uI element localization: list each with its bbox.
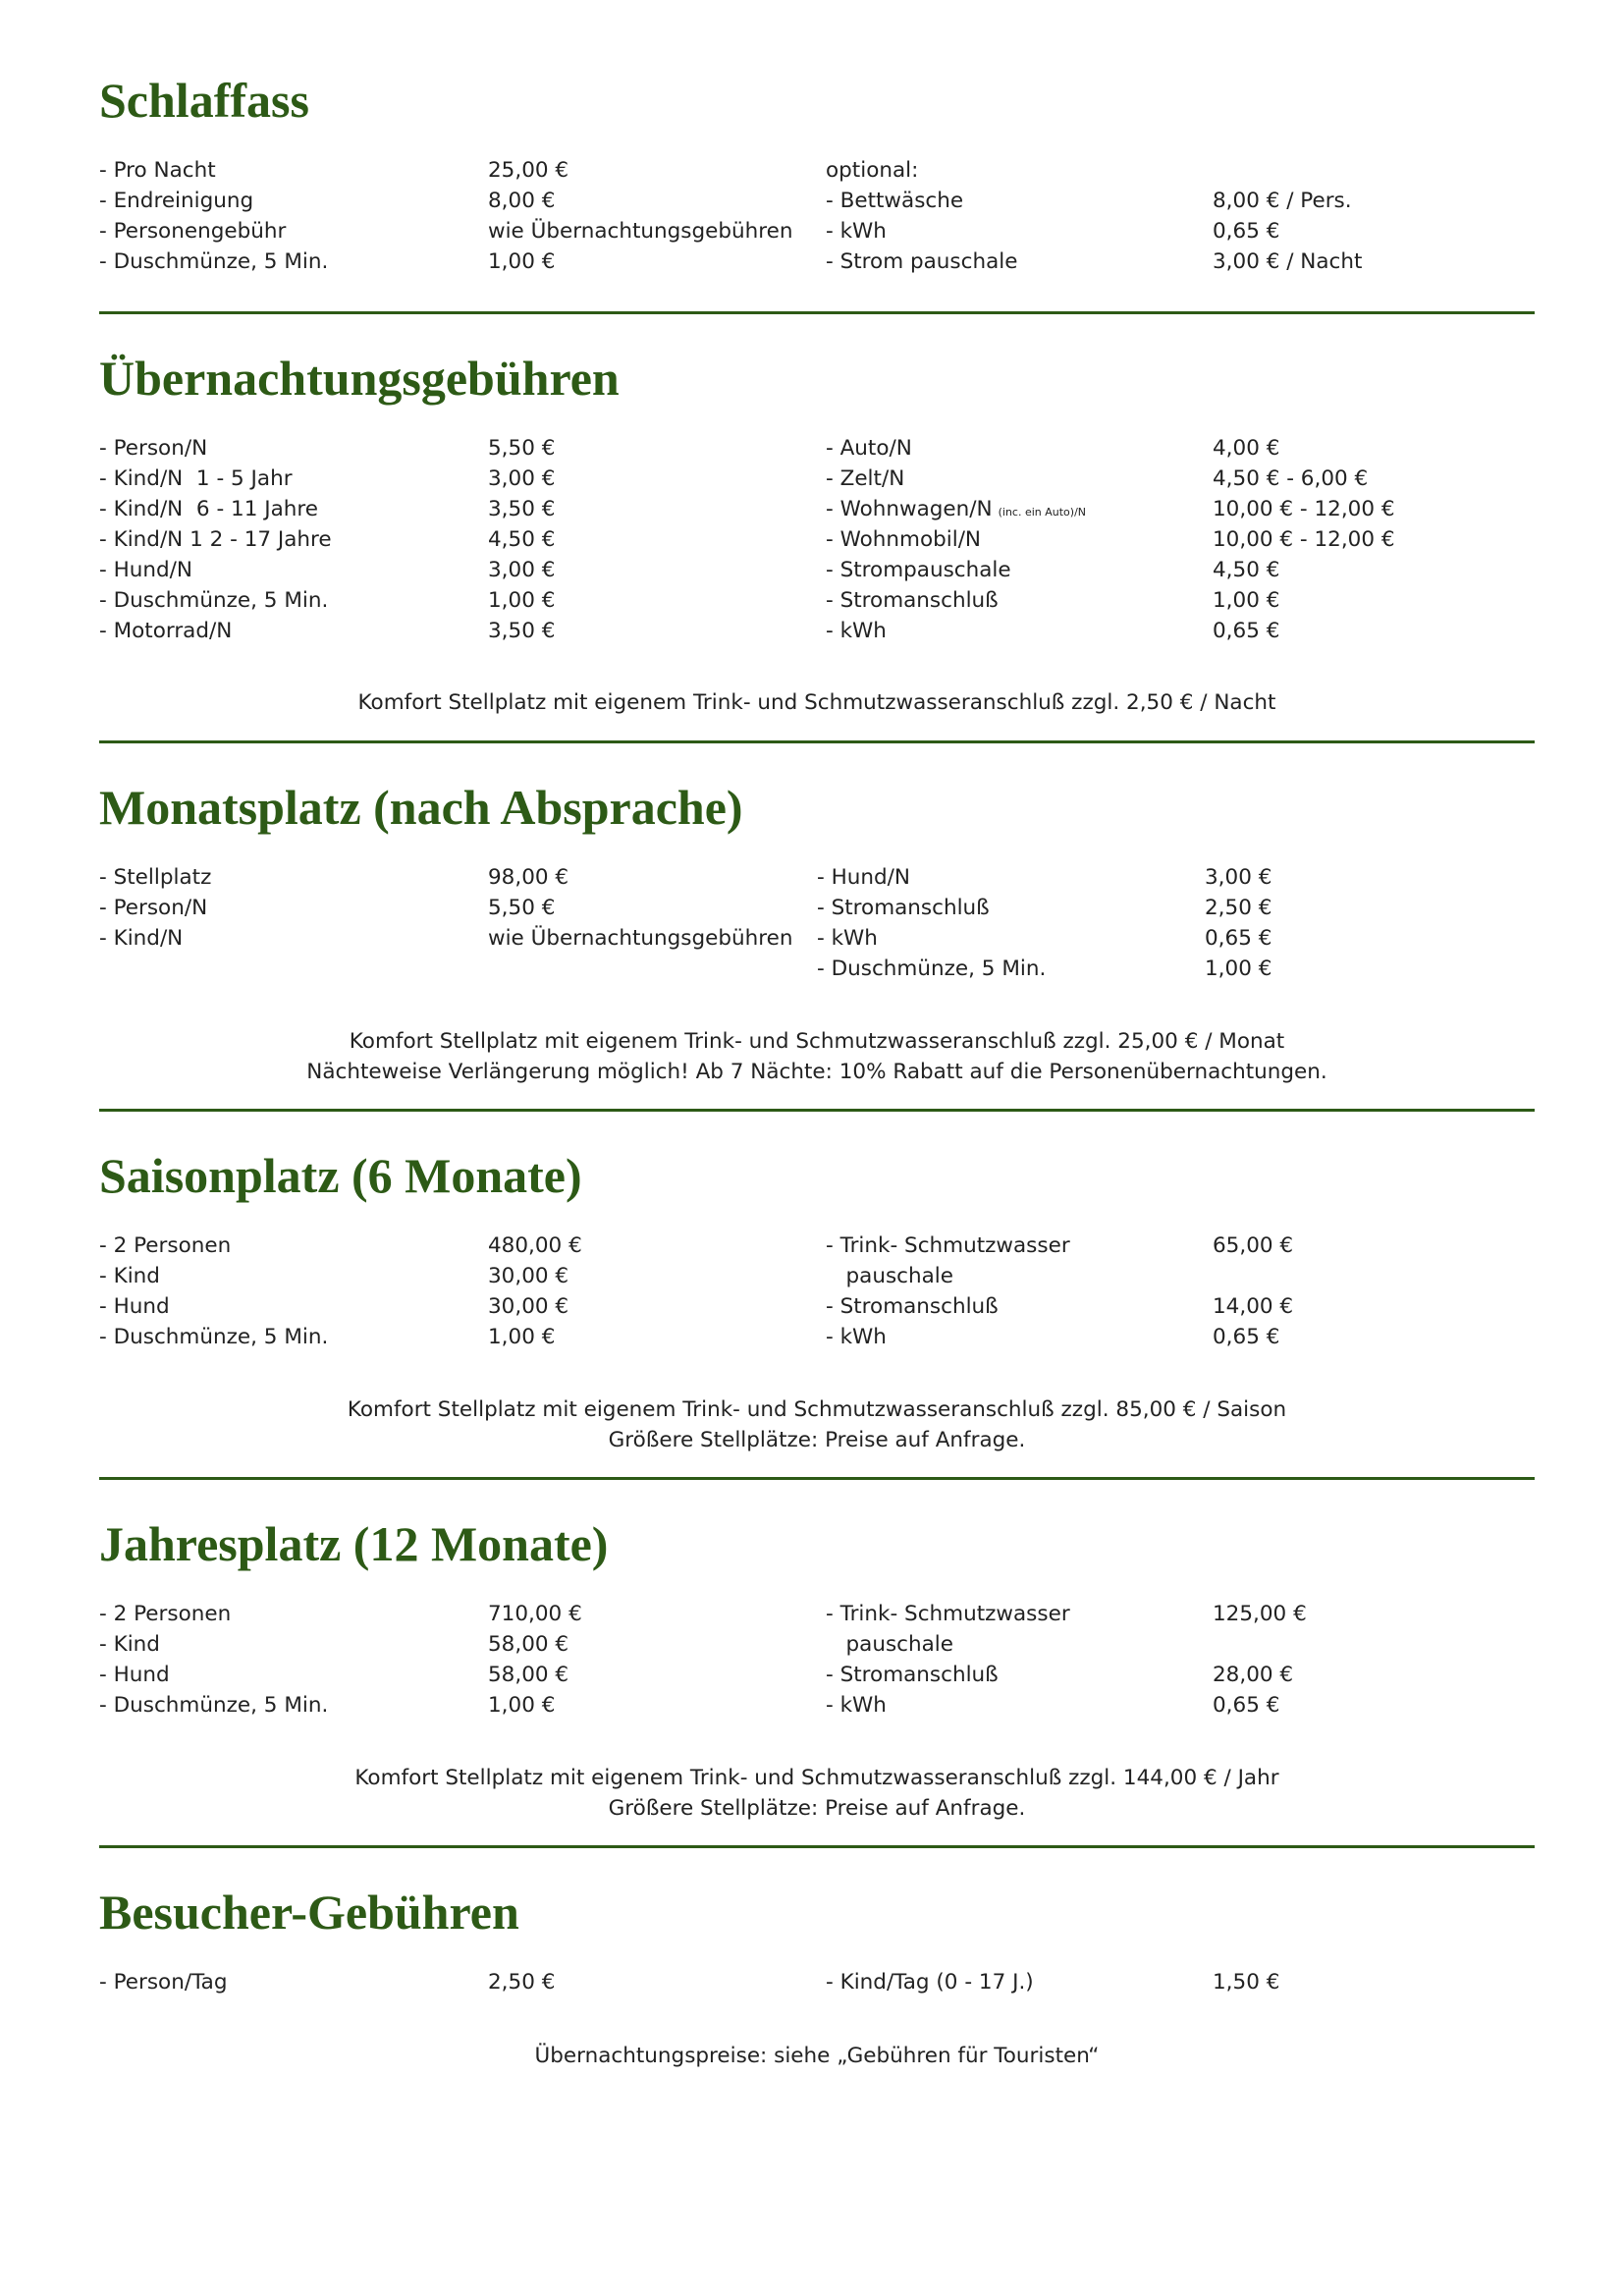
cell-text: 1,00 € bbox=[488, 588, 556, 613]
item-price-right bbox=[1213, 186, 1352, 216]
price-row bbox=[99, 1322, 1535, 1352]
price-row bbox=[99, 155, 1535, 186]
cell-text: - Auto/N bbox=[826, 436, 912, 461]
price-row bbox=[99, 954, 1535, 984]
item-price bbox=[488, 616, 555, 646]
price-row bbox=[99, 1660, 1535, 1690]
item-label bbox=[99, 1230, 231, 1261]
section-title: Saisonplatz (6 Monate) bbox=[99, 1148, 582, 1203]
item-price bbox=[488, 893, 555, 923]
section-note: Übernachtungspreise: siehe „Gebühren für Touristen“ bbox=[534, 2044, 1100, 2068]
section-note: Komfort Stellplatz mit eigenem Trink- und Schmutzwasseranschluß zzgl. 25,00 € / Monat bbox=[349, 1029, 1285, 1054]
cell-text: 25,00 € bbox=[488, 158, 569, 183]
cell-text: - Hund bbox=[99, 1294, 170, 1319]
cell-text: - Person/N bbox=[99, 896, 208, 920]
item-label bbox=[99, 1291, 170, 1322]
cell-text: 4,50 € bbox=[488, 527, 556, 552]
item-price bbox=[488, 494, 555, 524]
section-divider bbox=[99, 1477, 1535, 1480]
item-price bbox=[488, 923, 792, 954]
item-price bbox=[488, 1690, 555, 1721]
item-label bbox=[99, 155, 216, 186]
item-label-right bbox=[826, 1967, 1034, 1997]
section-besucher bbox=[99, 1883, 1535, 2068]
price-row bbox=[99, 1967, 1535, 1997]
item-price-right bbox=[1213, 616, 1279, 646]
cell-text: - Kind/N 1 - 5 Jahr bbox=[99, 466, 293, 491]
cell-text: - Personengebühr bbox=[99, 219, 287, 244]
price-list bbox=[99, 1599, 1535, 1721]
item-price-right bbox=[1213, 555, 1279, 585]
item-price bbox=[488, 246, 555, 277]
section-title: Übernachtungsgebühren bbox=[99, 351, 620, 406]
price-row bbox=[99, 923, 1535, 954]
item-label-right bbox=[817, 893, 990, 923]
price-row bbox=[99, 585, 1535, 616]
item-price-right bbox=[1213, 524, 1395, 555]
cell-text: - 2 Personen bbox=[99, 1602, 232, 1626]
price-row bbox=[99, 1261, 1535, 1291]
item-label bbox=[99, 524, 332, 555]
item-price bbox=[488, 155, 568, 186]
item-price-right bbox=[1205, 954, 1271, 984]
cell-text: 0,65 € bbox=[1213, 1693, 1280, 1718]
item-price bbox=[488, 216, 792, 246]
section-title: Besucher-Gebühren bbox=[99, 1885, 519, 1940]
cell-text: 3,50 € bbox=[488, 497, 556, 521]
item-price-right bbox=[1213, 494, 1395, 524]
item-label-right bbox=[826, 155, 918, 186]
item-price bbox=[488, 555, 555, 585]
cell-text: 8,00 € bbox=[488, 189, 556, 213]
cell-text: 30,00 € bbox=[488, 1294, 569, 1319]
price-row bbox=[99, 524, 1535, 555]
price-list bbox=[99, 1230, 1535, 1352]
section-divider bbox=[99, 1845, 1535, 1848]
cell-text: 1,00 € bbox=[488, 1693, 556, 1718]
item-price bbox=[488, 1291, 568, 1322]
cell-text: 30,00 € bbox=[488, 1264, 569, 1288]
section-divider bbox=[99, 1109, 1535, 1112]
item-price-right bbox=[1205, 862, 1271, 893]
price-row bbox=[99, 433, 1535, 464]
item-label-right bbox=[826, 1660, 999, 1690]
item-label bbox=[99, 1322, 328, 1352]
cell-text: - Duschmünze, 5 Min. bbox=[99, 588, 329, 613]
cell-text: 480,00 € bbox=[488, 1233, 582, 1258]
item-price-right bbox=[1213, 1230, 1293, 1261]
item-label bbox=[99, 1690, 328, 1721]
cell-text: - Kind/N bbox=[99, 926, 184, 951]
item-label-right bbox=[826, 433, 912, 464]
item-price bbox=[488, 1261, 568, 1291]
item-label bbox=[99, 433, 207, 464]
cell-text: - Hund/N bbox=[817, 865, 910, 890]
section-note: Komfort Stellplatz mit eigenem Trink- und Schmutzwasseranschluß zzgl. 144,00 € / Jahr bbox=[354, 1766, 1279, 1790]
cell-text: - Duschmünze, 5 Min. bbox=[99, 1693, 329, 1718]
section-note: Nächteweise Verlängerung möglich! Ab 7 Nächte: 10% Rabatt auf die Personenübernachtungen. bbox=[306, 1060, 1327, 1084]
cell-text: - Wohnwagen/N bbox=[826, 497, 993, 521]
item-price bbox=[488, 186, 555, 216]
cell-text: 1,00 € bbox=[488, 249, 556, 274]
price-list bbox=[99, 1967, 1535, 1997]
item-label bbox=[99, 555, 192, 585]
cell-text: 1,50 € bbox=[1213, 1970, 1280, 1995]
price-list bbox=[99, 862, 1535, 984]
section-title: Schlaffass bbox=[99, 73, 309, 128]
item-label-right bbox=[826, 1291, 999, 1322]
item-label-right bbox=[826, 555, 1011, 585]
item-price bbox=[488, 1629, 568, 1660]
cell-text: 8,00 € / Pers. bbox=[1213, 189, 1352, 213]
item-label bbox=[99, 1261, 160, 1291]
item-price bbox=[488, 1967, 555, 1997]
cell-text: - Person/N bbox=[99, 436, 208, 461]
item-label-right bbox=[817, 923, 878, 954]
item-label-right bbox=[826, 464, 904, 494]
item-price-right bbox=[1213, 246, 1362, 277]
item-label-right bbox=[826, 1629, 953, 1660]
item-price bbox=[488, 862, 568, 893]
price-list bbox=[99, 155, 1535, 277]
cell-text: - Stromanschluß bbox=[826, 1663, 999, 1687]
cell-text: 1,00 € bbox=[1205, 957, 1272, 981]
section-note: Komfort Stellplatz mit eigenem Trink- und Schmutzwasseranschluß zzgl. 2,50 € / Nacht bbox=[357, 690, 1276, 715]
item-price-right bbox=[1213, 1599, 1307, 1629]
item-price-right bbox=[1213, 1322, 1279, 1352]
cell-text: 3,00 € bbox=[1205, 865, 1272, 890]
cell-text: wie Übernachtungsgebühren bbox=[488, 219, 793, 244]
cell-text: 3,50 € bbox=[488, 619, 556, 643]
item-price-right bbox=[1213, 216, 1279, 246]
cell-text: - Zelt/N bbox=[826, 466, 905, 491]
cell-text: 14,00 € bbox=[1213, 1294, 1294, 1319]
price-list bbox=[99, 433, 1535, 646]
cell-text: - Wohnmobil/N bbox=[826, 527, 982, 552]
section-divider bbox=[99, 311, 1535, 314]
item-label bbox=[99, 893, 207, 923]
item-price-right bbox=[1213, 464, 1368, 494]
cell-text: - kWh bbox=[826, 1693, 887, 1718]
cell-text: - Stellplatz bbox=[99, 865, 212, 890]
section-note: Komfort Stellplatz mit eigenem Trink- und Schmutzwasseranschluß zzgl. 85,00 € / Saison bbox=[347, 1397, 1287, 1422]
item-price-right bbox=[1213, 1660, 1293, 1690]
cell-text: - 2 Personen bbox=[99, 1233, 232, 1258]
cell-text: - Endreinigung bbox=[99, 189, 254, 213]
item-price bbox=[488, 585, 555, 616]
cell-text: - Person/Tag bbox=[99, 1970, 228, 1995]
price-row bbox=[99, 1230, 1535, 1261]
item-label bbox=[99, 464, 293, 494]
cell-text: 2,50 € bbox=[488, 1970, 556, 1995]
item-label-right bbox=[826, 186, 963, 216]
wohnwagen-suffix: (inc. ein Auto)/N bbox=[998, 506, 1087, 519]
cell-text: 58,00 € bbox=[488, 1663, 569, 1687]
cell-text: 710,00 € bbox=[488, 1602, 582, 1626]
section-note: Größere Stellplätze: Preise auf Anfrage. bbox=[608, 1428, 1026, 1452]
cell-text: pauschale bbox=[826, 1632, 953, 1657]
item-label-right bbox=[826, 524, 981, 555]
cell-text: 10,00 € - 12,00 € bbox=[1213, 527, 1395, 552]
item-label-right bbox=[826, 1230, 1070, 1261]
price-row bbox=[99, 1291, 1535, 1322]
item-price bbox=[488, 1230, 582, 1261]
section-saisonplatz bbox=[99, 1146, 1535, 1452]
item-price-right bbox=[1213, 1967, 1279, 1997]
cell-text: - Kind/N 6 - 11 Jahre bbox=[99, 497, 318, 521]
cell-text: - kWh bbox=[826, 619, 887, 643]
price-row bbox=[99, 893, 1535, 923]
cell-text: - Bettwäsche bbox=[826, 189, 964, 213]
item-label-right bbox=[826, 616, 887, 646]
item-label bbox=[99, 616, 232, 646]
price-row bbox=[99, 1599, 1535, 1629]
section-monatsplatz bbox=[99, 778, 1535, 1084]
cell-text: 5,50 € bbox=[488, 896, 556, 920]
price-row bbox=[99, 246, 1535, 277]
cell-text: 3,00 € bbox=[488, 466, 556, 491]
section-uebernachtung bbox=[99, 349, 1535, 715]
item-price bbox=[488, 433, 555, 464]
item-price-right bbox=[1205, 923, 1271, 954]
price-row bbox=[99, 555, 1535, 585]
item-label-right bbox=[826, 246, 1017, 277]
price-row bbox=[99, 216, 1535, 246]
cell-text: 28,00 € bbox=[1213, 1663, 1294, 1687]
cell-text: 3,00 € bbox=[488, 558, 556, 582]
cell-text: 58,00 € bbox=[488, 1632, 569, 1657]
item-label bbox=[99, 186, 253, 216]
cell-text: 4,50 € - 6,00 € bbox=[1213, 466, 1369, 491]
item-label bbox=[99, 862, 211, 893]
price-row bbox=[99, 1629, 1535, 1660]
item-price bbox=[488, 464, 555, 494]
item-label bbox=[99, 923, 183, 954]
cell-text: 10,00 € - 12,00 € bbox=[1213, 497, 1395, 521]
item-label bbox=[99, 1967, 227, 1997]
item-label bbox=[99, 246, 328, 277]
item-price-right bbox=[1213, 433, 1279, 464]
cell-text: - Duschmünze, 5 Min. bbox=[817, 957, 1047, 981]
cell-text: - Kind/Tag (0 - 17 J.) bbox=[826, 1970, 1034, 1995]
item-label bbox=[99, 216, 286, 246]
cell-text: 1,00 € bbox=[488, 1325, 556, 1349]
price-row bbox=[99, 862, 1535, 893]
section-title: Monatsplatz (nach Absprache) bbox=[99, 780, 743, 835]
cell-text: - Motorrad/N bbox=[99, 619, 233, 643]
cell-text: - Trink- Schmutzwasser bbox=[826, 1602, 1070, 1626]
cell-text: - kWh bbox=[826, 219, 887, 244]
price-row bbox=[99, 616, 1535, 646]
section-jahresplatz bbox=[99, 1514, 1535, 1821]
cell-text: - kWh bbox=[817, 926, 878, 951]
cell-text: - Pro Nacht bbox=[99, 158, 216, 183]
section-schlaffass bbox=[99, 71, 1535, 274]
cell-text: - Stromanschluß bbox=[817, 896, 990, 920]
price-row bbox=[99, 186, 1535, 216]
item-label bbox=[99, 1660, 170, 1690]
item-label bbox=[99, 494, 318, 524]
item-price bbox=[488, 524, 555, 555]
cell-text: 0,65 € bbox=[1213, 1325, 1280, 1349]
item-label bbox=[99, 1599, 231, 1629]
cell-text: 4,00 € bbox=[1213, 436, 1280, 461]
cell-text: wie Übernachtungsgebühren bbox=[488, 926, 793, 951]
item-price-right bbox=[1213, 1690, 1279, 1721]
cell-text: - Stromanschluß bbox=[826, 588, 999, 613]
item-price-right bbox=[1213, 1291, 1293, 1322]
item-label-right bbox=[826, 1261, 953, 1291]
cell-text: - Strompauschale bbox=[826, 558, 1011, 582]
cell-text: - Stromanschluß bbox=[826, 1294, 999, 1319]
item-label-right bbox=[826, 1322, 887, 1352]
cell-text: - Kind bbox=[99, 1632, 160, 1657]
item-price-right bbox=[1213, 585, 1279, 616]
cell-text: 0,65 € bbox=[1205, 926, 1272, 951]
cell-text: pauschale bbox=[826, 1264, 953, 1288]
price-row bbox=[99, 464, 1535, 494]
cell-text: optional: bbox=[826, 158, 919, 183]
item-price bbox=[488, 1322, 555, 1352]
section-divider bbox=[99, 740, 1535, 743]
item-label-right bbox=[826, 1690, 887, 1721]
section-note: Größere Stellplätze: Preise auf Anfrage. bbox=[608, 1796, 1026, 1821]
cell-text: 3,00 € / Nacht bbox=[1213, 249, 1363, 274]
cell-text: - Hund/N bbox=[99, 558, 192, 582]
cell-text: 125,00 € bbox=[1213, 1602, 1307, 1626]
cell-text: 65,00 € bbox=[1213, 1233, 1294, 1258]
cell-text: 2,50 € bbox=[1205, 896, 1272, 920]
cell-text: 0,65 € bbox=[1213, 219, 1280, 244]
cell-text: - Trink- Schmutzwasser bbox=[826, 1233, 1070, 1258]
item-label-right bbox=[826, 494, 1086, 527]
section-title: Jahresplatz (12 Monate) bbox=[99, 1516, 609, 1571]
cell-text: 98,00 € bbox=[488, 865, 569, 890]
cell-text: 1,00 € bbox=[1213, 588, 1280, 613]
price-row bbox=[99, 1690, 1535, 1721]
cell-text: 5,50 € bbox=[488, 436, 556, 461]
item-price-right bbox=[1205, 893, 1271, 923]
cell-text: - Kind bbox=[99, 1264, 160, 1288]
item-label-right bbox=[826, 1599, 1070, 1629]
cell-text: - kWh bbox=[826, 1325, 887, 1349]
item-label-right bbox=[817, 862, 910, 893]
item-label bbox=[99, 1629, 160, 1660]
cell-text: - Strom pauschale bbox=[826, 249, 1018, 274]
cell-text: - Hund bbox=[99, 1663, 170, 1687]
item-label-right bbox=[826, 216, 887, 246]
item-label-right bbox=[826, 585, 999, 616]
price-row bbox=[99, 494, 1535, 524]
cell-text: - Duschmünze, 5 Min. bbox=[99, 1325, 329, 1349]
item-label bbox=[99, 585, 328, 616]
item-price bbox=[488, 1599, 582, 1629]
cell-text: 0,65 € bbox=[1213, 619, 1280, 643]
item-price bbox=[488, 1660, 568, 1690]
cell-text: 4,50 € bbox=[1213, 558, 1280, 582]
cell-text: - Kind/N 1 2 - 17 Jahre bbox=[99, 527, 332, 552]
item-label-right bbox=[817, 954, 1046, 984]
cell-text: - Duschmünze, 5 Min. bbox=[99, 249, 329, 274]
